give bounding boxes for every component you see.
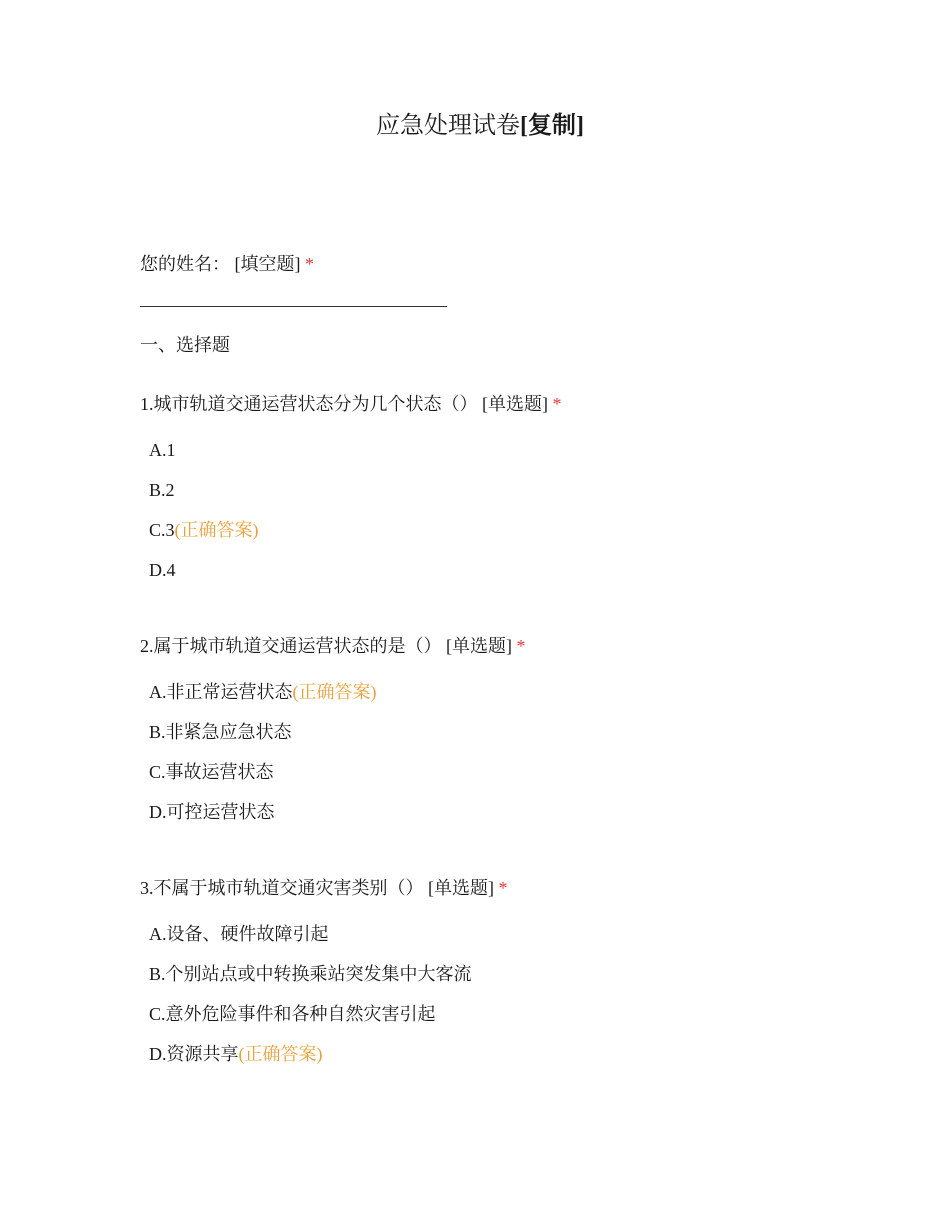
option-text: B.2 xyxy=(149,480,175,500)
name-question-type-tag: [填空题] xyxy=(234,254,301,274)
required-mark: * xyxy=(305,254,314,274)
required-mark: * xyxy=(498,878,508,898)
option-a[interactable] xyxy=(149,680,900,704)
option-text: A.设备、硬件故障引起 xyxy=(149,924,329,944)
correct-answer-note: (正确答案) xyxy=(174,520,259,540)
question-1 xyxy=(140,392,900,582)
title-suffix: [复制] xyxy=(520,113,584,139)
required-mark: * xyxy=(516,636,526,656)
option-b[interactable] xyxy=(149,720,900,744)
correct-answer-note: (正确答案) xyxy=(238,1044,323,1064)
option-text: C.事故运营状态 xyxy=(149,762,274,782)
option-list xyxy=(140,680,900,824)
correct-answer-note: (正确答案) xyxy=(292,682,377,702)
option-list xyxy=(140,922,900,1066)
section-heading: 一、选择题 xyxy=(140,335,230,355)
option-c[interactable] xyxy=(149,1002,900,1026)
name-question xyxy=(140,252,314,276)
option-text: A.非正常运营状态 xyxy=(149,682,293,702)
title-main: 应急处理试卷 xyxy=(376,113,520,139)
option-d[interactable] xyxy=(149,1042,900,1066)
option-text: D.可控运营状态 xyxy=(149,802,275,822)
question-2 xyxy=(140,634,900,824)
question-type-tag: [单选题] xyxy=(446,636,512,656)
option-d[interactable] xyxy=(149,800,900,824)
option-text: D.资源共享 xyxy=(149,1044,239,1064)
question-text: 1.城市轨道交通运营状态分为几个状态（） xyxy=(140,394,478,414)
option-d[interactable] xyxy=(149,558,900,582)
question-text: 3.不属于城市轨道交通灾害类别（） xyxy=(140,878,424,898)
option-b[interactable] xyxy=(149,962,900,986)
question-type-tag: [单选题] xyxy=(482,394,548,414)
required-mark: * xyxy=(552,394,562,414)
question-3 xyxy=(140,876,900,1066)
name-question-label: 您的姓名： xyxy=(140,254,230,274)
page-title xyxy=(0,108,950,144)
option-a[interactable] xyxy=(149,438,900,462)
option-text: A.1 xyxy=(149,440,176,460)
question-text: 2.属于城市轨道交通运营状态的是（） xyxy=(140,636,442,656)
name-answer-blank[interactable] xyxy=(140,306,447,307)
question-title xyxy=(140,634,900,658)
option-text: B.非紧急应急状态 xyxy=(149,722,292,742)
option-text: C.3 xyxy=(149,520,175,540)
option-c[interactable] xyxy=(149,518,900,542)
option-a[interactable] xyxy=(149,922,900,946)
option-c[interactable] xyxy=(149,760,900,784)
option-text: B.个别站点或中转换乘站突发集中大客流 xyxy=(149,964,472,984)
question-type-tag: [单选题] xyxy=(428,878,494,898)
option-text: C.意外危险事件和各种自然灾害引起 xyxy=(149,1004,436,1024)
option-text: D.4 xyxy=(149,560,176,580)
option-b[interactable] xyxy=(149,478,900,502)
question-title xyxy=(140,876,900,900)
question-title xyxy=(140,392,900,416)
option-list xyxy=(140,438,900,582)
